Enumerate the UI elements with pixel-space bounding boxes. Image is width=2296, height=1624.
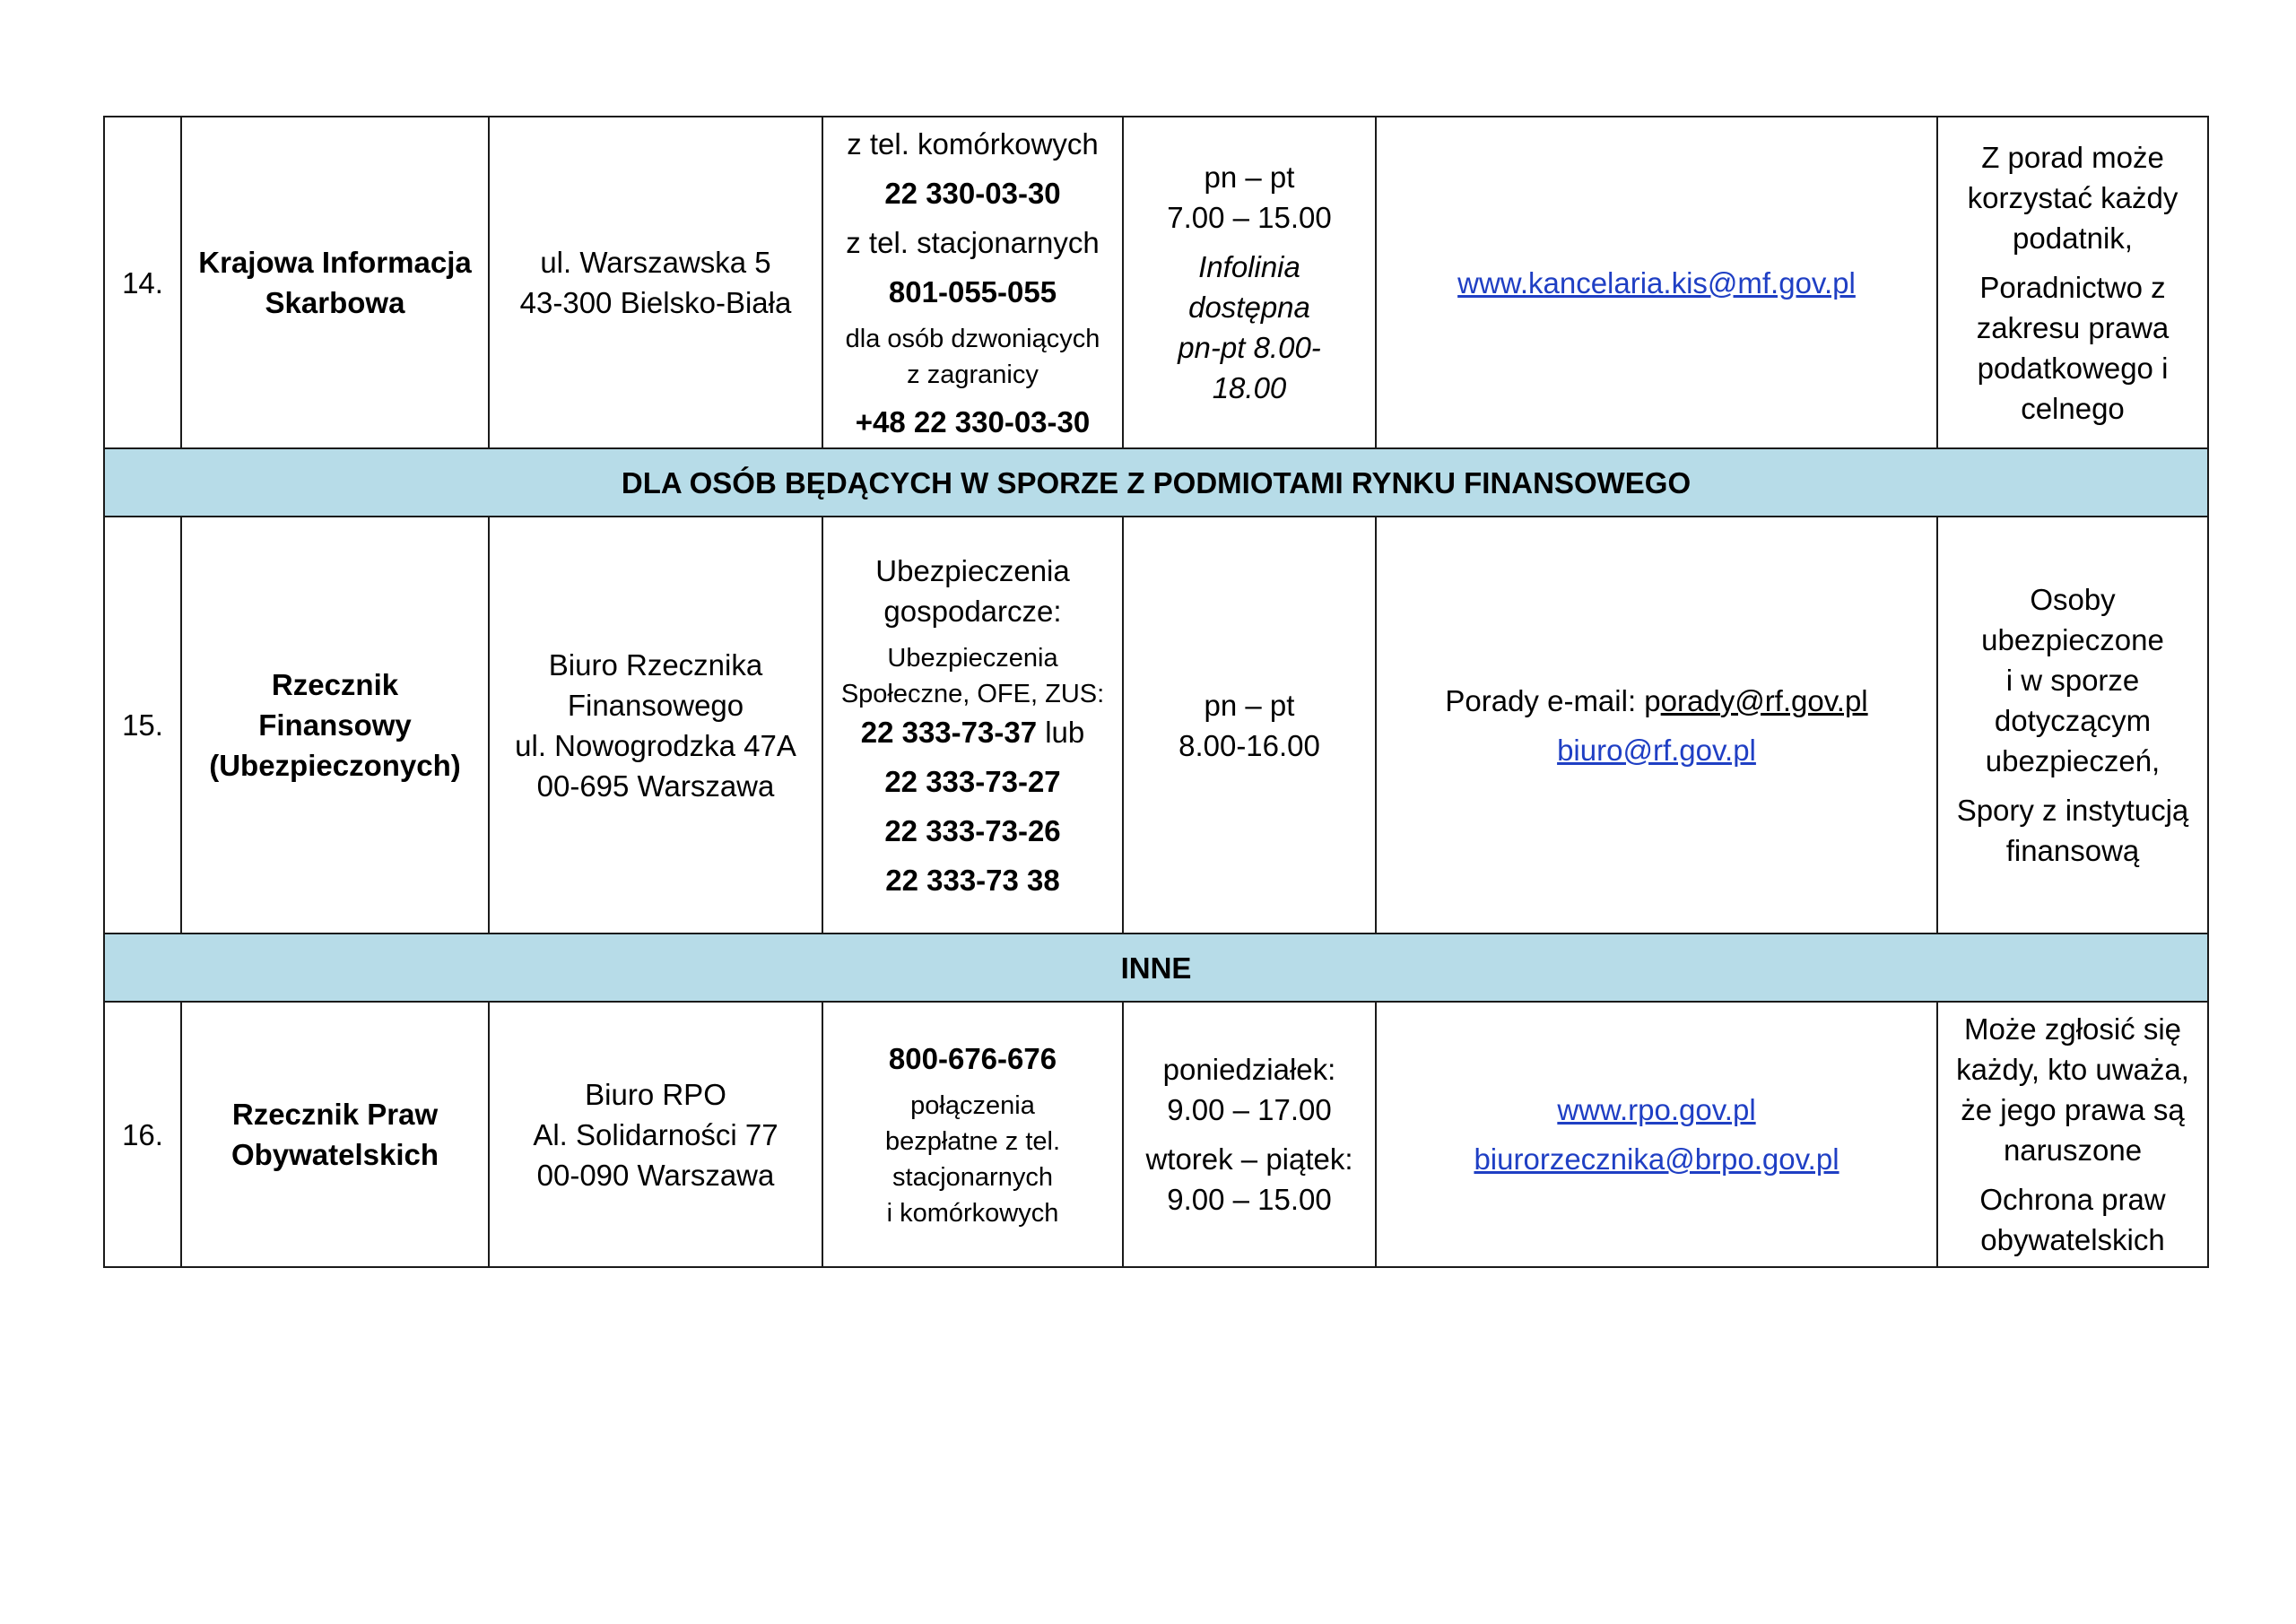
section-header-row [104, 448, 2208, 517]
notes-cell: Może zgłosić się każdy, kto uważa, że jego prawa są naruszone Ochrona praw obywatelskich [1937, 1002, 2208, 1267]
hours-cell: pn – pt 7.00 – 15.00 Infolinia dostępna pn-pt 8.00- 18.00 [1123, 117, 1376, 448]
website-link[interactable]: www.kancelaria.kis@mf.gov.pl [1457, 265, 1856, 300]
contact-cell: Porady e-mail: porady@rf.gov.pl biuro@rf.gov.pl [1376, 517, 1937, 934]
institution-address: ul. Warszawska 5 43-300 Bielsko-Biała [489, 117, 822, 448]
table-row [104, 1002, 2208, 1267]
phone-cell: z tel. komórkowych 22 330-03-30 z tel. stacjonarnych 801-055-055 dla osób dzwoniących z zagranicy +48 22 330-03-30 [822, 117, 1123, 448]
email-link[interactable]: orady@rf.gov.pl [1660, 683, 1868, 717]
hours-cell: pn – pt 8.00-16.00 [1123, 517, 1376, 934]
phone-cell: 800-676-676 połączenia bezpłatne z tel. stacjonarnych i komórkowych [822, 1002, 1123, 1267]
email-link[interactable]: biuro@rf.gov.pl [1557, 733, 1756, 767]
institutions-table [103, 116, 2209, 1268]
phone-cell: Ubezpieczenia gospodarcze: Ubezpieczenia Społeczne, OFE, ZUS: 22 333-73-37 lub 22 333-73-27 22 333-73-26 22 333-73 38 [822, 517, 1123, 934]
row-number: 14. [104, 117, 181, 448]
institution-address: Biuro RPO Al. Solidarności 77 00-090 Warszawa [489, 1002, 822, 1267]
institution-name: Krajowa Informacja Skarbowa [181, 117, 489, 448]
notes-cell: Osoby ubezpieczone i w sporze dotyczącym ubezpieczeń, Spory z instytucją finansową [1937, 517, 2208, 934]
row-number: 15. [104, 517, 181, 934]
hours-cell: poniedziałek: 9.00 – 17.00 wtorek – piątek: 9.00 – 15.00 [1123, 1002, 1376, 1267]
institution-name: Rzecznik Finansowy (Ubezpieczonych) [181, 517, 489, 934]
institution-address: Biuro Rzecznika Finansowego ul. Nowogrodzka 47A 00-695 Warszawa [489, 517, 822, 934]
section-heading: DLA OSÓB BĘDĄCYCH W SPORZE Z PODMIOTAMI RYNKU FINANSOWEGO [104, 448, 2208, 517]
table-row [104, 517, 2208, 934]
notes-cell: Z porad może korzystać każdy podatnik, Poradnictwo z zakresu prawa podatkowego i celnego [1937, 117, 2208, 448]
institution-name: Rzecznik Praw Obywatelskich [181, 1002, 489, 1267]
contact-cell [1376, 117, 1937, 448]
section-header-row [104, 934, 2208, 1002]
section-heading: INNE [104, 934, 2208, 1002]
website-link[interactable]: www.rpo.gov.pl [1557, 1093, 1756, 1126]
contact-cell [1376, 1002, 1937, 1267]
table-row [104, 117, 2208, 448]
email-link[interactable]: biurorzecznika@brpo.gov.pl [1474, 1142, 1839, 1176]
row-number: 16. [104, 1002, 181, 1267]
